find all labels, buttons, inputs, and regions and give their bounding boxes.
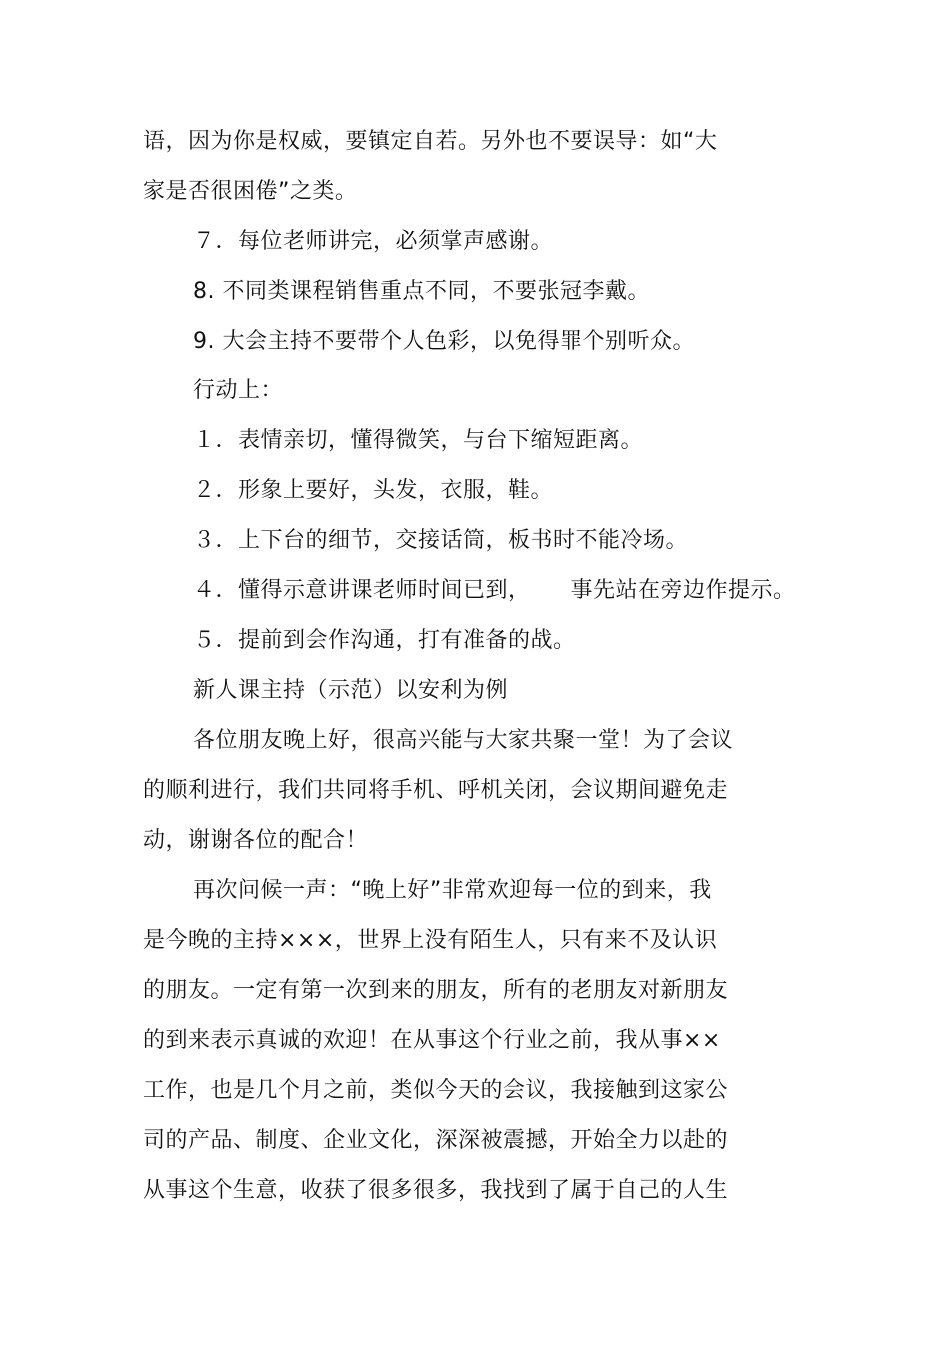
text-line: 司的产品、制度、企业文化，深深被震撼，开始全力以赴的 (143, 1128, 729, 1153)
text-line: 家是否很困倦”之类。 (143, 179, 358, 204)
list-item: １．表情亲切，懂得微笑，与台下缩短距离。 (193, 428, 644, 453)
text-line: 的顺利进行，我们共同将手机、呼机关闭，会议期间避免走 (143, 778, 729, 803)
text-line: 是今晚的主持×××，世界上没有陌生人，只有来不及认识 (143, 928, 718, 953)
list-item (193, 576, 796, 606)
list-item: 8. 不同类课程销售重点不同，不要张冠李戴。 (193, 279, 650, 304)
list-item: ７．每位老师讲完，必须掌声感谢。 (193, 229, 554, 254)
section-heading: 新人课主持（示范）以安利为例 (193, 678, 509, 703)
text-line: 的朋友。一定有第一次到来的朋友，所有的老朋友对新朋友 (143, 978, 729, 1003)
section-heading: 行动上： (193, 378, 284, 403)
text-line: 各位朋友晚上好，很高兴能与大家共聚一堂！为了会议 (193, 728, 734, 753)
text-line: 的到来表示真诚的欢迎！在从事这个行业之前，我从事×× (143, 1028, 721, 1053)
text-line: 工作，也是几个月之前，类似今天的会议，我接触到这家公 (143, 1078, 729, 1103)
list-item-text-tail: 事先站在旁边作提示。 (570, 578, 796, 603)
text-line: 再次问候一声：“晚上好”非常欢迎每一位的到来，我 (193, 878, 712, 903)
text-line: 从事这个生意，收获了很多很多，我找到了属于自己的人生 (143, 1178, 729, 1203)
list-item: ２．形象上要好，头发，衣服，鞋。 (193, 478, 554, 503)
list-item-text: ４．懂得示意讲课老师时间已到， (193, 578, 531, 603)
text-line: 动，谢谢各位的配合！ (143, 828, 369, 853)
text-line: 语，因为你是权威，要镇定自若。另外也不要误导：如“大 (143, 129, 718, 154)
list-item: ３．上下台的细节，交接话筒，板书时不能冷场。 (193, 528, 689, 553)
list-item: 9. 大会主持不要带个人色彩，以免得罪个别听众。 (193, 329, 695, 354)
list-item: ５．提前到会作沟通，打有准备的战。 (193, 628, 576, 653)
